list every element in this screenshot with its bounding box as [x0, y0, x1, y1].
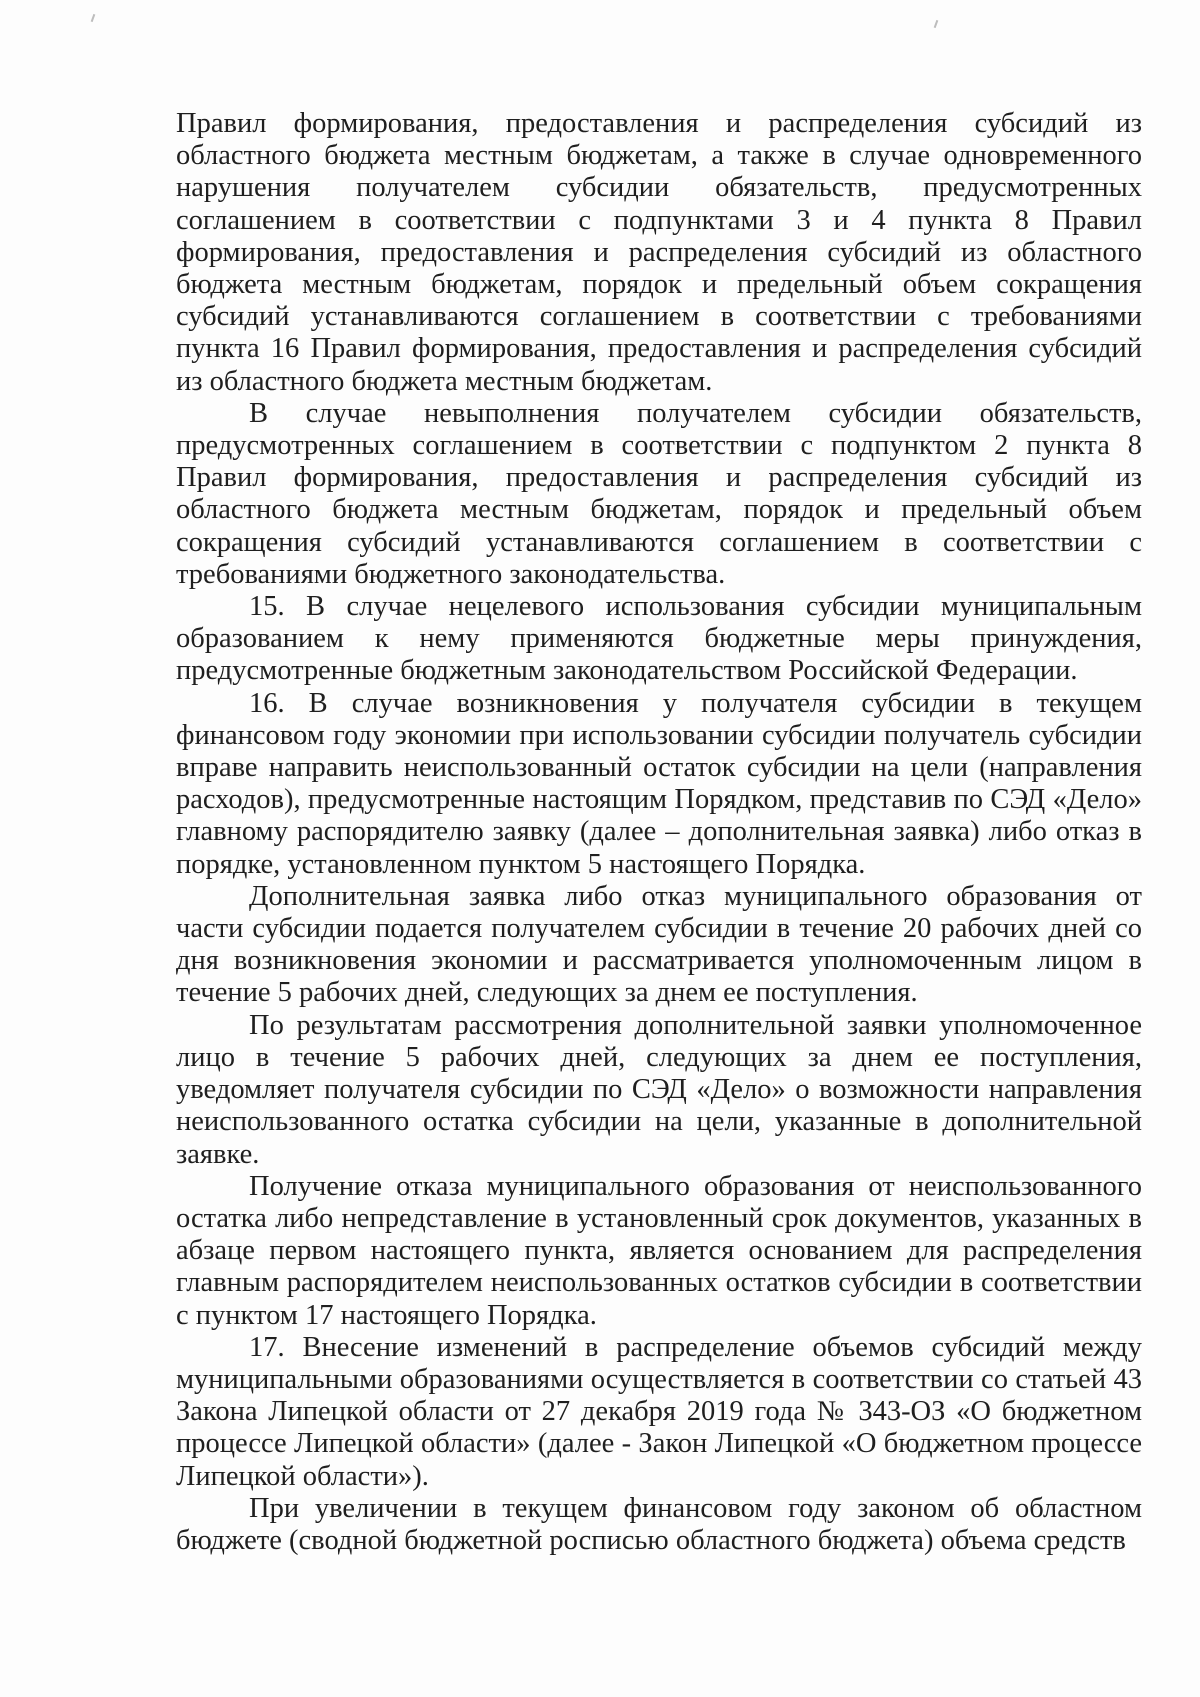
scan-speck	[91, 14, 96, 22]
paragraph-item-16: 16. В случае возникновения у получателя субсидии в текущем финансовом году экономии при использовании субсидии получатель субсидии вправе направить неиспользованный остаток субсидии на цели (направления расходов), предусмотренные настоящим Порядком, представив по СЭД «Дело» главному распорядителю заявку (далее – дополнительная заявка) либо отказ в порядке, установленном пунктом 5 настоящего Порядка.	[176, 687, 1142, 880]
document-body	[176, 108, 1142, 1557]
paragraph-continuation: Правил формирования, предоставления и распределения субсидий из областного бюджета местным бюджетам, а также в случае одновременного нарушения получателем субсидии обязательств, предусмотренных соглашением в соответствии с подпунктами 3 и 4 пункта 8 Правил формирования, предоставления и распределения субсидий из областного бюджета местным бюджетам, порядок и предельный объем сокращения субсидий устанавливаются соглашением в соответствии с требованиями пункта 16 Правил формирования, предоставления и распределения субсидий из областного бюджета местным бюджетам.	[176, 108, 1142, 397]
paragraph: В случае невыполнения получателем субсидии обязательств, предусмотренных соглашением в соответствии с подпунктом 2 пункта 8 Правил формирования, предоставления и распределения субсидий из областного бюджета местным бюджетам, порядок и предельный объем сокращения субсидий устанавливаются соглашением в соответствии с требованиями бюджетного законодательства.	[176, 397, 1142, 590]
paragraph: Дополнительная заявка либо отказ муниципального образования от части субсидии подается получателем субсидии в течение 20 рабочих дней со дня возникновения экономии и рассматривается уполномоченным лицом в течение 5 рабочих дней, следующих за днем ее поступления.	[176, 880, 1142, 1009]
scan-speck	[934, 20, 939, 28]
paragraph-item-15: 15. В случае нецелевого использования субсидии муниципальным образованием к нему применяются бюджетные меры принуждения, предусмотренные бюджетным законодательством Российской Федерации.	[176, 591, 1142, 687]
paragraph: По результатам рассмотрения дополнительной заявки уполномоченное лицо в течение 5 рабочих дней, следующих за днем ее поступления, уведомляет получателя субсидии по СЭД «Дело» о возможности направления неиспользованного остатка субсидии на цели, указанные в дополнительной заявке.	[176, 1009, 1142, 1170]
paragraph: При увеличении в текущем финансовом году законом об областном бюджете (сводной бюджетной росписью областного бюджета) объема средств	[176, 1492, 1142, 1556]
paragraph-item-17: 17. Внесение изменений в распределение объемов субсидий между муниципальными образованиями осуществляется в соответствии со статьей 43 Закона Липецкой области от 27 декабря 2019 года № 343-ОЗ «О бюджетном процессе Липецкой области» (далее - Закон Липецкой «О бюджетном процессе Липецкой области»).	[176, 1331, 1142, 1492]
paragraph: Получение отказа муниципального образования от неиспользованного остатка либо непредставление в установленный срок документов, указанных в абзаце первом настоящего пункта, является основанием для распределения главным распорядителем неиспользованных остатков субсидии в соответствии с пунктом 17 настоящего Порядка.	[176, 1170, 1142, 1331]
